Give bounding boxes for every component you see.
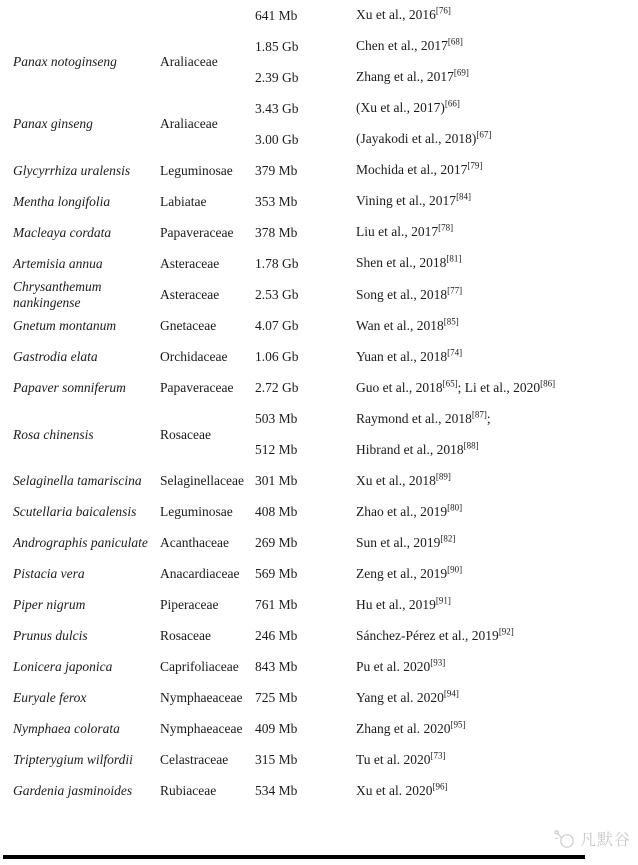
reference-citation: Vining et al., 2017[84]	[356, 191, 472, 209]
genome-size: 3.43 Gb	[255, 100, 299, 116]
family-name: Selaginellaceae	[160, 473, 244, 489]
reference-citation: Pu et al. 2020[93]	[356, 657, 446, 675]
citation-superscript: [84]	[456, 191, 472, 202]
species-name: Pistacia vera	[13, 566, 85, 582]
reference-citation: Guo et al., 2018[65]; Li et al., 2020[86]	[356, 378, 556, 396]
reference-citation: Song et al., 2018[77]	[356, 285, 463, 302]
family-name: Gnetaceae	[160, 318, 217, 334]
table-row	[0, 528, 638, 559]
genome-size: 379 Mb	[255, 162, 298, 178]
species-name: Gastrodia elata	[13, 349, 98, 365]
citation-superscript: [88]	[463, 440, 479, 451]
table-row	[0, 404, 638, 466]
species-name: Chrysanthemum nankingense	[13, 279, 102, 310]
table-row	[0, 621, 638, 652]
genome-entry	[255, 776, 638, 807]
genome-size: 1.06 Gb	[255, 349, 299, 365]
genome-size: 4.07 Gb	[255, 318, 299, 334]
species-name: Piper nigrum	[13, 597, 86, 613]
genome-entry	[255, 435, 638, 466]
genome-size: 408 Mb	[255, 504, 298, 520]
genome-size: 534 Mb	[255, 783, 298, 799]
genome-size: 843 Mb	[255, 659, 298, 675]
reference-citation: Hibrand et al., 2018[88]	[356, 440, 479, 458]
genome-entry	[255, 683, 638, 714]
table-row	[0, 714, 638, 745]
genome-size: 503 Mb	[255, 411, 298, 427]
reference-citation: Sánchez-Pérez et al., 2019[92]	[356, 626, 514, 644]
species-name: Papaver somniferum	[13, 380, 126, 396]
genome-size: 761 Mb	[255, 597, 298, 613]
genome-entry	[255, 373, 638, 404]
genome-size: 1.85 Gb	[255, 38, 299, 54]
genome-entry	[255, 93, 638, 124]
genome-size: 315 Mb	[255, 752, 298, 768]
family-name: Asteraceae	[160, 255, 220, 271]
row-entries	[255, 186, 638, 217]
citation-superscript: [93]	[430, 657, 446, 668]
row-entries	[255, 2, 638, 30]
species-name: Selaginella tamariscina	[13, 473, 142, 489]
species-name: Lonicera japonica	[13, 659, 113, 675]
citation-superscript: [66]	[444, 98, 460, 109]
family-name: Caprifoliaceae	[160, 659, 239, 675]
row-entries	[255, 466, 638, 497]
family-name: Rosaceae	[160, 426, 211, 442]
row-entries	[255, 279, 638, 310]
citation-superscript: [92]	[498, 626, 514, 637]
citation-superscript: [67]	[476, 129, 492, 140]
species-name: Macleaya cordata	[13, 224, 112, 240]
reference-citation: Raymond et al., 2018[87];	[356, 409, 491, 427]
family-name: Rosaceae	[160, 628, 211, 644]
reference-citation: Xu et al., 2018[89]	[356, 471, 451, 489]
row-entries	[255, 217, 638, 248]
genome-entry	[255, 124, 638, 155]
genome-size: 569 Mb	[255, 566, 298, 582]
table-row	[0, 93, 638, 155]
genome-size: 2.53 Gb	[255, 286, 299, 302]
citation-superscript: [74]	[447, 347, 463, 358]
citation-superscript: [87]	[471, 409, 487, 420]
species-name: Panax notoginseng	[13, 54, 117, 70]
reference-citation: Shen et al., 2018[81]	[356, 253, 462, 271]
citation-superscript: [94]	[443, 688, 459, 699]
row-entries	[255, 559, 638, 590]
genome-size: 725 Mb	[255, 690, 298, 706]
genome-entry	[255, 186, 638, 217]
family-name: Acanthaceae	[160, 535, 229, 551]
species-name: Euryale ferox	[13, 690, 87, 706]
genome-entry	[255, 31, 638, 62]
genome-entry	[255, 745, 638, 776]
row-entries	[255, 528, 638, 559]
citation-superscript: [95]	[450, 719, 466, 730]
genome-entry	[255, 342, 638, 373]
table-row	[0, 0, 638, 31]
species-name: Glycyrrhiza uralensis	[13, 162, 131, 178]
citation-superscript: [80]	[447, 502, 463, 513]
reference-citation: Tu et al. 2020[73]	[356, 750, 446, 768]
row-entries	[255, 714, 638, 745]
genome-size: 301 Mb	[255, 473, 298, 489]
species-name: Nymphaea colorata	[13, 721, 120, 737]
genome-entry	[255, 559, 638, 590]
species-name: Andrographis paniculate	[13, 535, 148, 551]
family-name: Leguminosae	[160, 162, 233, 178]
watermark-logo-icon	[554, 829, 576, 849]
genome-size: 353 Mb	[255, 193, 298, 209]
table-row	[0, 279, 638, 311]
reference-citation: Zhang et al. 2020[95]	[356, 719, 466, 737]
citation-superscript: [65]	[442, 378, 458, 389]
row-entries	[255, 93, 638, 155]
species-name: Panax ginseng	[13, 116, 93, 132]
table-row	[0, 311, 638, 342]
row-entries	[255, 155, 638, 186]
family-name: Nymphaeaceae	[160, 721, 243, 737]
genome-size: 641 Mb	[255, 7, 298, 23]
genome-entry	[255, 466, 638, 497]
reference-citation: Chen et al., 2017[68]	[356, 36, 463, 54]
table-row	[0, 155, 638, 186]
table-row	[0, 683, 638, 714]
genome-size: 269 Mb	[255, 535, 298, 551]
family-name: Orchidaceae	[160, 349, 228, 365]
row-entries	[255, 311, 638, 342]
table-row	[0, 590, 638, 621]
row-entries	[255, 745, 638, 776]
table-row	[0, 373, 638, 404]
genome-entry	[255, 217, 638, 248]
family-name: Araliaceae	[160, 116, 218, 131]
genome-entry	[255, 248, 638, 279]
row-entries	[255, 404, 638, 466]
species-name: Prunus dulcis	[13, 628, 88, 644]
genome-size: 378 Mb	[255, 224, 298, 240]
citation-superscript: [86]	[540, 378, 556, 389]
table-row	[0, 497, 638, 528]
genome-entry	[255, 2, 638, 30]
row-entries	[255, 683, 638, 714]
species-name: Tripterygium wilfordii	[13, 752, 133, 768]
reference-citation: Zhao et al., 2019[80]	[356, 502, 463, 520]
family-name: Leguminosae	[160, 504, 233, 520]
reference-citation: Xu et al. 2020[96]	[356, 781, 448, 799]
row-entries	[255, 776, 638, 807]
family-name: Labiatae	[160, 193, 207, 209]
citation-superscript: [89]	[435, 471, 451, 482]
genome-entry	[255, 652, 638, 683]
citation-superscript: [82]	[440, 533, 456, 544]
citation-superscript: [79]	[467, 160, 483, 171]
genome-entry	[255, 311, 638, 342]
genome-size: 512 Mb	[255, 442, 298, 458]
genome-entry	[255, 155, 638, 186]
genome-size: 1.78 Gb	[255, 255, 299, 271]
row-entries	[255, 373, 638, 404]
reference-citation: Sun et al., 2019[82]	[356, 533, 456, 551]
row-entries	[255, 497, 638, 528]
table-row	[0, 559, 638, 590]
table-row	[0, 342, 638, 373]
reference-citation: Liu et al., 2017[78]	[356, 222, 454, 240]
citation-superscript: [96]	[432, 781, 448, 792]
citation-superscript: [77]	[447, 285, 463, 296]
citation-superscript: [73]	[430, 750, 446, 761]
table-row	[0, 745, 638, 776]
reference-citation: Yuan et al., 2018[74]	[356, 347, 463, 365]
reference-citation: Mochida et al., 2017[79]	[356, 160, 483, 178]
row-entries	[255, 652, 638, 683]
genome-entry	[255, 279, 638, 310]
reference-citation: Xu et al., 2016[76]	[356, 5, 451, 23]
row-entries	[255, 248, 638, 279]
family-name: Piperaceae	[160, 597, 219, 613]
citation-superscript: [78]	[438, 222, 454, 233]
reference-citation: Hu et al., 2019[91]	[356, 595, 451, 613]
genome-size: 3.00 Gb	[255, 131, 299, 147]
species-name: Mentha longifolia	[13, 193, 111, 209]
genome-entry	[255, 497, 638, 528]
table-bottom-border	[3, 855, 585, 859]
citation-superscript: [69]	[453, 67, 469, 78]
family-name: Celastraceae	[160, 752, 229, 768]
citation-superscript: [91]	[435, 595, 451, 606]
table-row	[0, 217, 638, 248]
genome-size: 246 Mb	[255, 628, 298, 644]
citation-superscript: [68]	[447, 36, 463, 47]
genome-entry	[255, 528, 638, 559]
citation-superscript: [85]	[443, 316, 459, 327]
table-row	[0, 776, 638, 807]
reference-citation: Zeng et al., 2019[90]	[356, 564, 463, 582]
table-row	[0, 248, 638, 279]
table-row	[0, 186, 638, 217]
family-name: Araliaceae	[160, 54, 218, 69]
family-name: Anacardiaceae	[160, 566, 240, 582]
family-name: Papaveraceae	[160, 380, 234, 396]
table-row	[0, 31, 638, 93]
genome-entry	[255, 590, 638, 621]
family-name: Asteraceae	[160, 286, 220, 302]
species-name: Artemisia annua	[13, 255, 103, 271]
species-name: Rosa chinensis	[13, 426, 94, 442]
reference-citation: Zhang et al., 2017[69]	[356, 67, 469, 85]
reference-citation: (Jayakodi et al., 2018)[67]	[356, 129, 492, 147]
reference-citation: Wan et al., 2018[85]	[356, 316, 459, 334]
species-name: Gardenia jasminoides	[13, 783, 133, 799]
row-entries	[255, 590, 638, 621]
genome-size: 2.72 Gb	[255, 380, 299, 396]
watermark	[554, 827, 631, 850]
row-entries	[255, 342, 638, 373]
genome-entry	[255, 404, 638, 435]
family-name: Nymphaeaceae	[160, 690, 243, 706]
genome-entry	[255, 621, 638, 652]
citation-superscript: [81]	[446, 253, 462, 264]
family-name: Rubiaceae	[160, 783, 217, 799]
reference-citation: (Xu et al., 2017)[66]	[356, 98, 460, 116]
genome-size: 2.39 Gb	[255, 69, 299, 85]
citation-superscript: [76]	[435, 5, 451, 16]
row-entries	[255, 621, 638, 652]
genome-entry	[255, 62, 638, 93]
species-name: Scutellaria baicalensis	[13, 504, 137, 520]
species-name: Gnetum montanum	[13, 318, 117, 334]
table-row	[0, 652, 638, 683]
row-entries	[255, 31, 638, 93]
genome-entry	[255, 714, 638, 745]
table-row	[0, 466, 638, 497]
watermark-text: 凡默谷	[579, 830, 631, 849]
reference-citation: Yang et al. 2020[94]	[356, 688, 459, 706]
family-name: Papaveraceae	[160, 224, 234, 240]
genome-size: 409 Mb	[255, 721, 298, 737]
citation-superscript: [90]	[447, 564, 463, 575]
